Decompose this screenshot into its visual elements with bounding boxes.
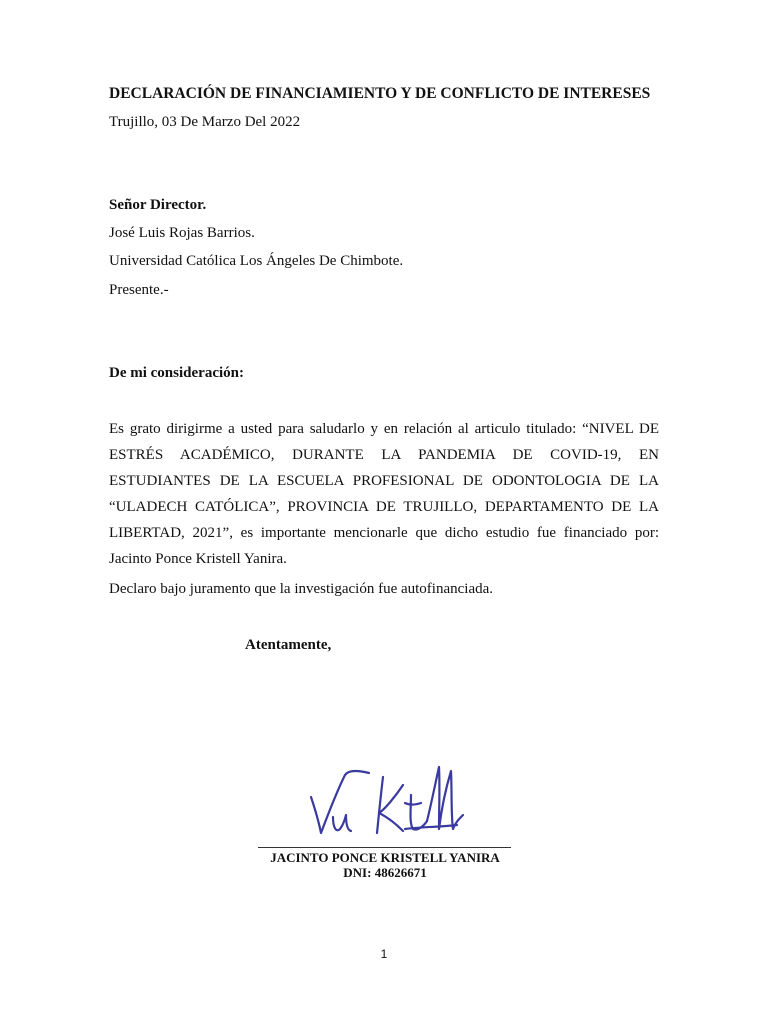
recipient-salutation: Señor Director. [109, 197, 207, 213]
signer-name: JACINTO PONCE KRISTELL YANIRA [270, 850, 500, 865]
declaration: Declaro bajo juramento que la investigación fue autofinanciada. [109, 581, 494, 597]
handwritten-signature [305, 757, 465, 842]
greeting: De mi consideración: [109, 365, 244, 381]
recipient-name: José Luis Rojas Barrios. [109, 225, 255, 241]
date-line: Trujillo, 03 De Marzo Del 2022 [109, 114, 301, 130]
signature-line [258, 847, 511, 848]
recipient-presente: Presente.- [109, 282, 169, 298]
recipient-institution: Universidad Católica Los Ángeles De Chimbote. [109, 253, 404, 269]
signature-image [305, 757, 465, 842]
body-paragraph: Es grato dirigirme a usted para saludarlo y en relación al articulo titulado: “NIVEL DE ESTRÉS ACADÉMICO, DURANTE LA PANDEMIA DE COVID-19, EN ESTUDIANTES DE LA ESCUELA PROFESIONAL DE ODONTOLOGIA DE LA “ULADECH CATÓLICA”, PROVINCIA DE TRUJILLO, DEPARTAMENTO DE LA LIBERTAD, 2021”, es importante mencionarle que dicho estudio fue financiado por: Jacinto Ponce Kristell Yanira. [109, 421, 659, 567]
document-title: DECLARACIÓN DE FINANCIAMIENTO Y DE CONFLICTO DE INTERESES [109, 85, 651, 102]
page-number: 1 [380, 947, 388, 961]
signer-dni: DNI: 48626671 [343, 865, 427, 880]
closing: Atentamente, [245, 637, 332, 653]
